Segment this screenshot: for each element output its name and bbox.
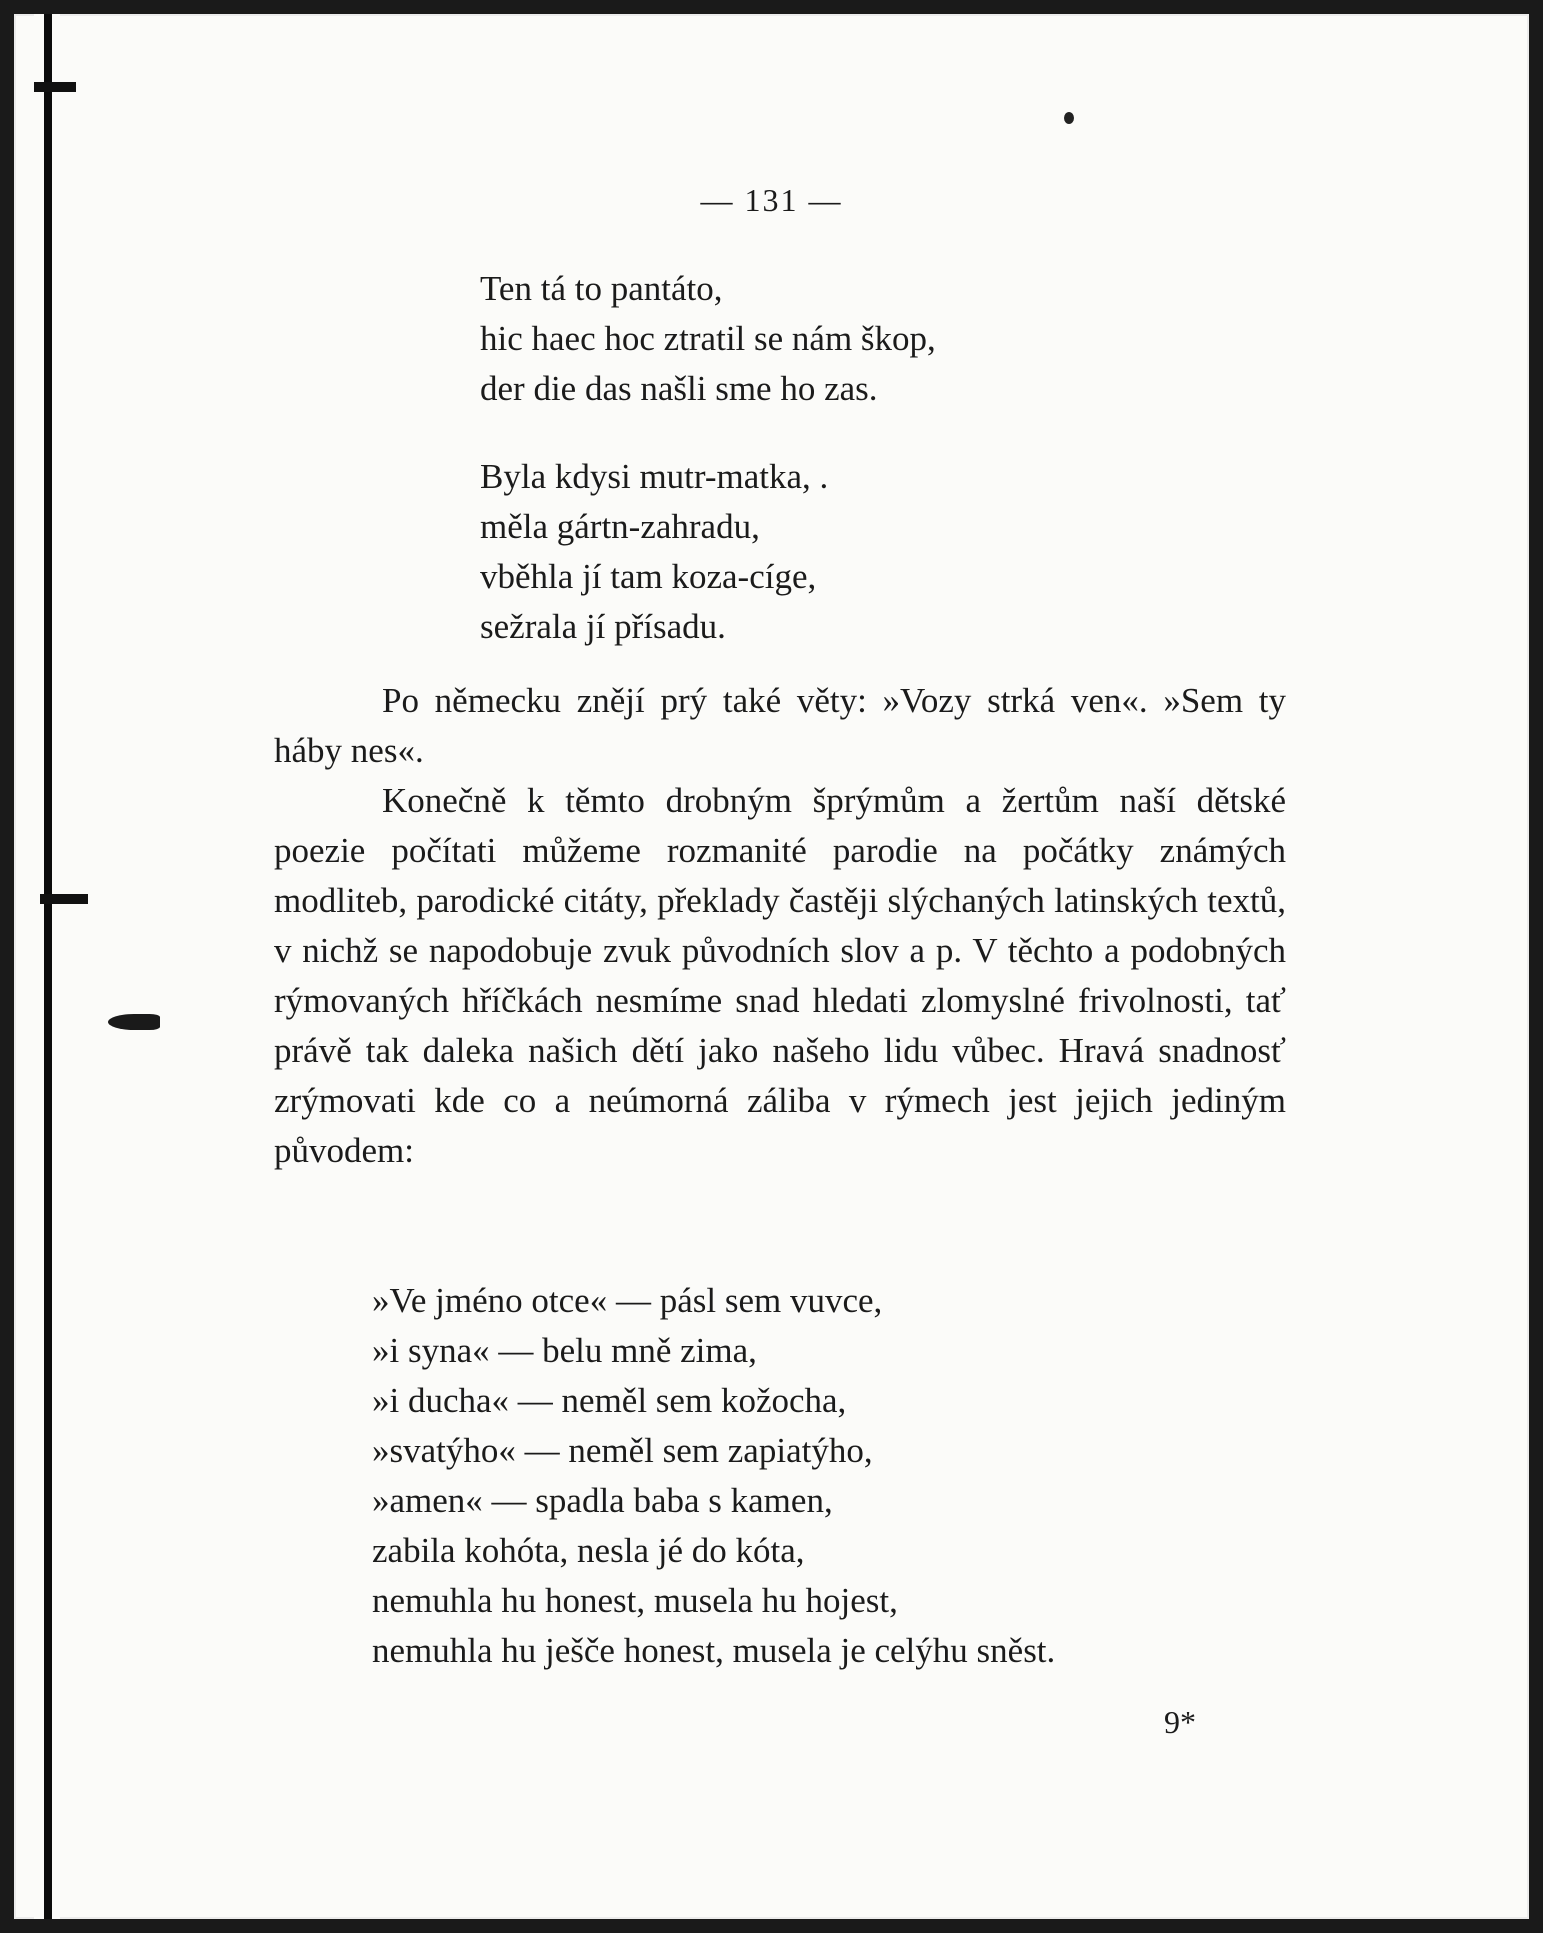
printer-signature-mark: 9* (1164, 1704, 1196, 1740)
paragraph: Po německu znějí prý také věty: »Vozy strká ven«. »Sem ty háby nes«. (274, 681, 1286, 770)
verse-line: sežrala jí přísadu. (480, 607, 726, 646)
verse-line: »i ducha« — neměl sem kožocha, (372, 1381, 847, 1420)
scanned-page (14, 14, 1529, 1919)
verse-line: »amen« — spadla baba s kamen, (372, 1481, 833, 1520)
verse-line: der die das našli sme ho zas. (480, 369, 878, 408)
binding-notch (40, 894, 88, 904)
binding-edge (34, 14, 60, 1919)
verse-line: »svatýho« — neměl sem zapiatýho, (372, 1431, 873, 1470)
verse-block-two (480, 452, 828, 652)
ink-speck (1064, 112, 1074, 124)
verse-line: měla gártn-zahradu, (480, 507, 760, 546)
page-number: — 131 — (700, 182, 843, 218)
verse-line: »i syna« — belu mně zima, (372, 1331, 757, 1370)
prose-section (274, 676, 1286, 1176)
binding-notch (34, 82, 76, 92)
verse-line: hic haec hoc ztratil se nám škop, (480, 319, 936, 358)
paragraph: Konečně k těmto drobným šprýmům a žertům naší dětské poezie počítati můžeme rozmanité parodie na počátky známých modliteb, parodické citáty, překlady častěji slýchaných latinských textů, v nichž se napodobuje zvuk původních slov a p. V těchto a podobných rýmovaných hříčkách nesmíme snad hledati zlomyslné frivolnosti, tať právě tak daleka našich dětí jako našeho lidu vůbec. Hravá snadnosť zrýmovati kde co a neúmorná záliba v rýmech jest jejich jediným původem: (274, 781, 1286, 1170)
verse-line: nemuhla hu honest, musela hu hojest, (372, 1581, 898, 1620)
verse-line: zabila kohóta, nesla jé do kóta, (372, 1531, 805, 1570)
verse-block-one (480, 264, 936, 414)
verse-line: »Ve jméno otce« — pásl sem vuvce, (372, 1281, 883, 1320)
verse-line: Ten tá to pantáto, (480, 269, 723, 308)
verse-line: Byla kdysi mutr-matka, . (480, 457, 829, 496)
margin-ink-mark (108, 1014, 160, 1030)
verse-line: vběhla jí tam koza-cíge, (480, 557, 817, 596)
verse-block-three (372, 1276, 1055, 1676)
verse-line: nemuhla hu ješče honest, musela je celýhu sněst. (372, 1631, 1056, 1670)
